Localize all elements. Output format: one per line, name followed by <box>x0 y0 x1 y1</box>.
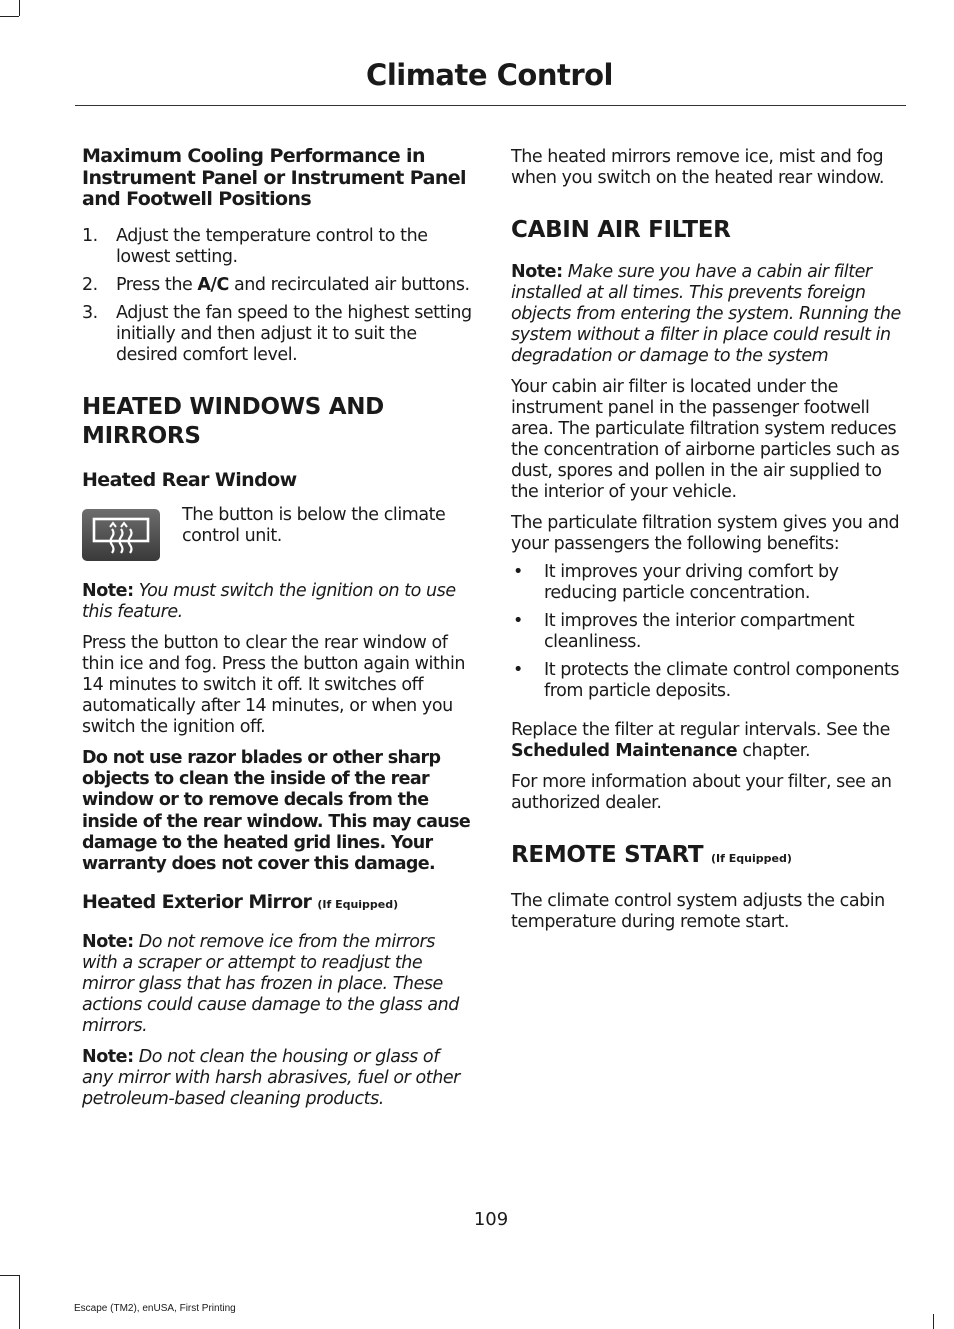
heated-windows-heading: HEATED WINDOWS AND MIRRORS <box>82 393 384 449</box>
step-item <box>82 275 472 296</box>
replace-pre: Replace the filter at regular intervals. See the <box>511 719 890 740</box>
heated-mirrors-text: The heated mirrors remove ice, mist and fog when you switch on the heated rear window. <box>511 147 885 188</box>
list-item <box>511 660 903 702</box>
max-cooling-heading: Maximum Cooling Performance in Instrument Panel or Instrument Panel and Footwell Positions <box>82 145 466 210</box>
list-item-text: It protects the climate control components from particle deposits. <box>544 660 900 701</box>
ac-button-label: A/C <box>197 274 229 295</box>
note-text: Do not clean the housing or glass of any mirror with harsh abrasives, fuel or other petroleum-based cleaning products. <box>82 1046 460 1109</box>
scheduled-maintenance-ref: Scheduled Maintenance <box>511 740 738 761</box>
mirror-note-1 <box>82 932 472 1037</box>
rear-window-body: Press the button to clear the rear window of thin ice and fog. Press the button again within 14 minutes to switch it off. It switches off automatically after 14 minutes, or when you switch the ignition off. <box>82 633 466 737</box>
page-title: Climate Control <box>366 58 613 92</box>
left-column <box>82 146 472 1110</box>
heated-exterior-mirror-heading <box>82 892 472 916</box>
note-label: Note: <box>511 262 563 282</box>
list-item-text: It improves your driving comfort by reducing particle concentration. <box>544 562 839 603</box>
max-cooling-steps <box>82 226 472 366</box>
step-text-post: and recirculated air buttons. <box>228 274 470 295</box>
cabin-filter-note <box>511 262 903 367</box>
note-label: Note: <box>82 931 134 952</box>
footer-text: Escape (TM2), enUSA, First Printing <box>74 1303 236 1314</box>
step-number: 3. <box>82 302 98 323</box>
crop-mark-top-left-h <box>0 16 19 17</box>
list-item <box>511 562 903 604</box>
step-text: Adjust the temperature control to the lowest setting. <box>116 225 428 267</box>
remote-start-heading <box>511 841 903 873</box>
mirror-note-2 <box>82 1047 472 1110</box>
note-text: You must switch the ignition on to use this feature. <box>82 581 456 622</box>
bullet: • <box>513 562 523 582</box>
cabin-filter-location: Your cabin air filter is located under the instrument panel in the passenger footwell area. The particulate filtration system reduces the concentration of airborne particles such as dust, spores and pollen in the air supplied to the interior of your vehicle. <box>511 377 900 502</box>
note-label: Note: <box>82 1046 134 1067</box>
heading-text: REMOTE START <box>511 841 704 868</box>
rear-window-note <box>82 581 472 623</box>
note-label: Note: <box>82 581 134 601</box>
replace-filter-text <box>511 720 903 762</box>
if-equipped-tag: (If Equipped) <box>317 898 399 912</box>
benefits-list <box>511 562 903 702</box>
more-info-text: For more information about your filter, see an authorized dealer. <box>511 771 892 813</box>
step-item <box>82 303 472 366</box>
crop-mark-bottom-right <box>933 1314 934 1329</box>
step-number: 1. <box>82 225 98 246</box>
note-text: Do not remove ice from the mirrors with a scraper or attempt to readjust the mirror glass that has frozen in place. These actions could cause damage to the glass and mirrors. <box>82 931 459 1036</box>
remote-start-text: The climate control system adjusts the cabin temperature during remote start. <box>511 890 885 932</box>
crop-mark-bottom-left <box>19 1275 20 1329</box>
filtration-benefits-intro: The particulate filtration system gives you and your passengers the following benefits: <box>511 513 900 554</box>
list-item-text: It improves the interior compartment cleanliness. <box>544 611 855 652</box>
rear-window-warning: Do not use razor blades or other sharp objects to clean the inside of the rear window or to remove decals from the inside of the rear window. This may cause damage to the heated grid lines. Your warranty does not cover this damage. <box>82 748 471 875</box>
crop-mark-bottom-left-h <box>0 1275 19 1276</box>
bullet: • <box>513 611 523 631</box>
defrost-button-location: The button is below the climate control unit. <box>182 505 446 546</box>
step-text-pre: Press the <box>116 274 198 295</box>
rear-defrost-row <box>82 505 472 561</box>
bullet: • <box>513 660 523 680</box>
step-item <box>82 226 472 268</box>
note-text: Make sure you have a cabin air filter installed at all times. This prevents foreign objects from entering the system. Running the system without a filter in place could result in degradation or damage to the system <box>511 262 901 366</box>
right-column <box>511 146 903 933</box>
if-equipped-tag: (If Equipped) <box>711 851 792 865</box>
replace-post: chapter. <box>737 740 811 761</box>
heated-rear-window-heading: Heated Rear Window <box>82 468 297 491</box>
step-text: Adjust the fan speed to the highest setting initially and then adjust it to suit the desired comfort level. <box>116 302 472 365</box>
crop-mark-top-left <box>19 0 20 16</box>
heading-text: Heated Exterior Mirror <box>82 891 312 914</box>
page-number: 109 <box>473 1209 509 1230</box>
cabin-air-filter-heading: CABIN AIR FILTER <box>511 217 731 243</box>
rear-defrost-icon <box>82 509 160 561</box>
list-item <box>511 611 903 653</box>
title-rule <box>75 105 906 106</box>
step-number: 2. <box>82 274 98 295</box>
